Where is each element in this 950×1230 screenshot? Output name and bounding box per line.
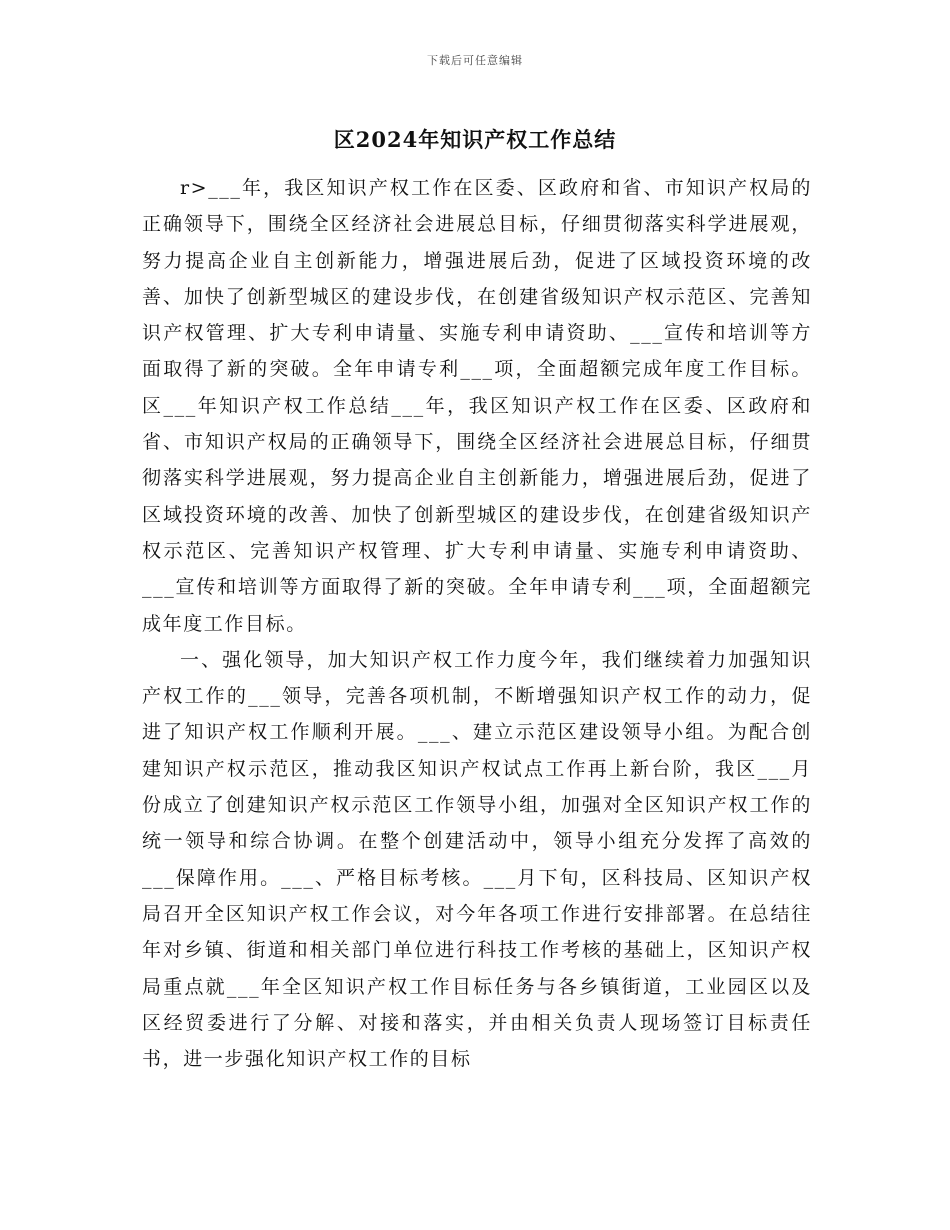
paragraph-2: 一、强化领导，加大知识产权工作力度今年，我们继续着力加强知识产权工作的___领导，完善各项机制，不断增强知识产权工作的动力，促进了知识产权工作顺利开展。___、建立示范区建设领导小组。为配合创建知识产权示范区，推动我区知识产权试点工作再上新台阶，我区___月份成立了创建知识产权示范区工作领导小组，加强对全区知识产权工作的统一领导和综合协调。在整个创建活动中，领导小组充分发挥了高效的___保障作用。___、严格目标考核。___月下旬，区科技局、区知识产权局召开全区知识产权工作会议，对今年各项工作进行安排部署。在总结往年对乡镇、街道和相关部门单位进行科技工作考核的基础上，区知识产权局重点就___年全区知识产权工作目标任务与各乡镇街道，工业园区以及区经贸委进行了分解、对接和落实，并由相关负责人现场签订目标责任书，进一步强化知识产权工作的目标 [142,648,812,1071]
document-body [142,170,812,1077]
header-note: 下载后可任意编辑 [427,54,523,67]
paragraph-1: r>___年，我区知识产权工作在区委、区政府和省、市知识产权局的正确领导下，围绕全区经济社会进展总目标，仔细贯彻落实科学进展观，努力提高企业自主创新能力，增强进展后劲，促进了区域投资环境的改善、加快了创新型城区的建设步伐，在创建省级知识产权示范区、完善知识产权管理、扩大专利申请量、实施专利申请资助、___宣传和培训等方面取得了新的突破。全年申请专利___项，全面超额完成年度工作目标。区___年知识产权工作总结___年，我区知识产权工作在区委、区政府和省、市知识产权局的正确领导下，围绕全区经济社会进展总目标，仔细贯彻落实科学进展观，努力提高企业自主创新能力，增强进展后劲，促进了区域投资环境的改善、加快了创新型城区的建设步伐，在创建省级知识产权示范区、完善知识产权管理、扩大专利申请量、实施专利申请资助、___宣传和培训等方面取得了新的突破。全年申请专利___项，全面超额完成年度工作目标。 [142,177,812,635]
document-title: 区2024年知识产权工作总结 [333,127,617,152]
